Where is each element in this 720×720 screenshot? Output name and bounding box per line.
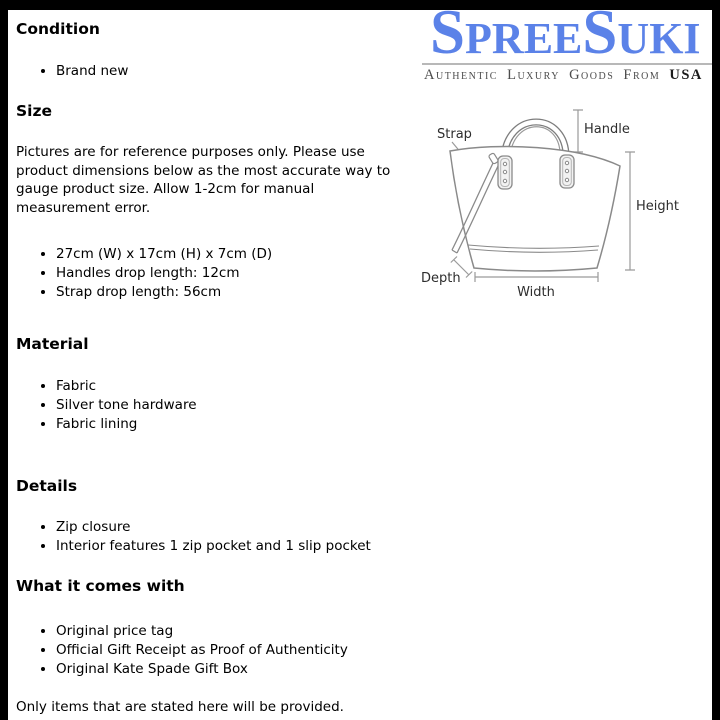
list-item: • Fabric: [56, 377, 418, 396]
size-disclaimer-line: gauge product size. Allow 1-2cm for manual: [16, 181, 315, 197]
width-measure-line: [475, 272, 598, 282]
diagram-label-handle: Handle: [584, 122, 630, 137]
diagram-label-depth: Depth: [421, 271, 461, 286]
brand-header: [422, 0, 720, 102]
list-item: • Original price tag: [56, 622, 418, 641]
condition-list: [16, 62, 418, 81]
size-disclaimer-line: measurement error.: [16, 199, 151, 216]
brand-tagline: [424, 67, 703, 83]
bag-drawing: [450, 122, 620, 271]
section-heading-details: Details: [16, 477, 78, 495]
footer-note: Only items that are stated here will be provided.: [16, 699, 344, 715]
section-heading-condition: Condition: [16, 20, 100, 38]
list-item: • Fabric lining: [56, 415, 418, 434]
diagram-label-width: Width: [517, 285, 555, 300]
list-item: • Official Gift Receipt as Proof of Authenticity: [56, 641, 418, 660]
product-description: [16, 20, 418, 717]
size-list: [16, 245, 418, 302]
list-item: • Handles drop length: 12cm: [56, 264, 418, 283]
height-measure-line: [625, 152, 635, 270]
brand-tagline-text: Authentic Luxury Goods From: [424, 67, 670, 83]
section-heading-what-it-comes-with: What it comes with: [16, 577, 185, 595]
what-it-comes-with-list: [16, 622, 418, 679]
section-heading-size: Size: [16, 102, 53, 120]
diagram-label-height: Height: [636, 199, 679, 214]
size-disclaimer-line: Pictures are for reference purposes only. Please use: [16, 144, 365, 160]
section-heading-material: Material: [16, 335, 89, 353]
brand-tagline-country: USA: [669, 67, 703, 83]
list-item: • 27cm (W) x 17cm (H) x 7cm (D): [56, 245, 418, 264]
list-item: • Strap drop length: 56cm: [56, 283, 418, 302]
details-list: [16, 518, 418, 556]
bag-size-diagram: [418, 98, 713, 313]
list-item: • Brand new: [56, 62, 418, 81]
material-list: [16, 377, 418, 434]
brand-logo: SpreeSuki: [430, 0, 701, 67]
diagram-label-strap: Strap: [437, 127, 472, 142]
size-disclaimer: [16, 143, 418, 217]
list-item: • Original Kate Spade Gift Box: [56, 660, 418, 679]
size-disclaimer-line: product dimensions below as the most accurate way to: [16, 162, 391, 179]
list-item: • Interior features 1 zip pocket and 1 slip pocket: [56, 537, 418, 556]
brand-divider: [422, 63, 720, 65]
list-item: • Zip closure: [56, 518, 418, 537]
handle-measure-line: [573, 110, 583, 152]
list-item: • Silver tone hardware: [56, 396, 418, 415]
